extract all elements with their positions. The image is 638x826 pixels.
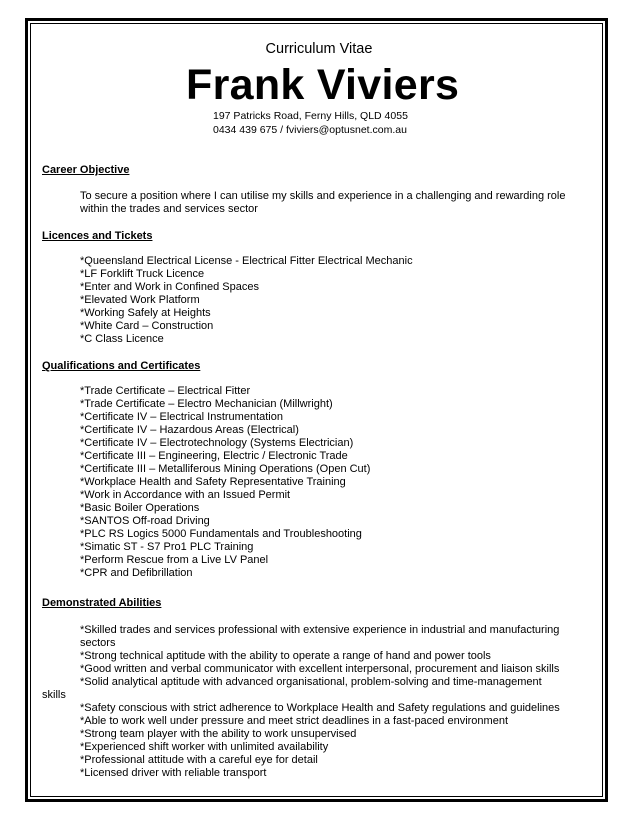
ability-item: sectors <box>80 637 116 649</box>
licence-item: *C Class Licence <box>80 333 164 345</box>
qualification-item: *Certificate IV – Electrotechnology (Systems Electrician) <box>80 437 354 449</box>
qualification-item: *PLC RS Logics 5000 Fundamentals and Troubleshooting <box>80 528 362 540</box>
qualification-item: *Certificate III – Metalliferous Mining Operations (Open Cut) <box>80 463 371 475</box>
ability-item: *Safety conscious with strict adherence to Workplace Health and Safety regulations and guidelines <box>80 702 560 714</box>
ability-item: *Strong team player with the ability to work unsupervised <box>80 728 357 740</box>
qualification-item: *Simatic ST - S7 Pro1 PLC Training <box>80 541 254 553</box>
licence-item: *Queensland Electrical License - Electrical Fitter Electrical Mechanic <box>80 255 413 267</box>
objective-line: within the trades and services sector <box>80 203 258 215</box>
licence-item: *White Card – Construction <box>80 320 214 332</box>
licence-item: *Working Safely at Heights <box>80 307 211 319</box>
licence-item: *Elevated Work Platform <box>80 294 200 306</box>
qualification-item: *CPR and Defibrillation <box>80 567 193 579</box>
ability-item: *Able to work well under pressure and meet strict deadlines in a fast-paced environment <box>80 715 509 727</box>
ability-item: *Strong technical aptitude with the ability to operate a range of hand and power tools <box>80 650 491 662</box>
licence-item: *LF Forklift Truck Licence <box>80 268 205 280</box>
qualification-item: *Basic Boiler Operations <box>80 502 200 514</box>
licence-item: *Enter and Work in Confined Spaces <box>80 281 259 293</box>
qualification-item: *Certificate IV – Electrical Instrumentation <box>80 411 283 423</box>
qualification-item: *Trade Certificate – Electro Mechanician (Millwright) <box>80 398 333 410</box>
ability-item: *Licensed driver with reliable transport <box>80 767 267 779</box>
section-heading-qualifications: Qualifications and Certificates <box>42 360 201 372</box>
ability-item: *Solid analytical aptitude with advanced organisational, problem-solving and time-management <box>80 676 542 688</box>
candidate-name: Frank Viviers <box>186 61 460 109</box>
qualification-item: *Certificate III – Engineering, Electric / Electronic Trade <box>80 450 348 462</box>
ability-item: *Skilled trades and services professional with extensive experience in industrial and manufacturing <box>80 624 560 636</box>
section-heading-abilities: Demonstrated Abilities <box>42 597 162 609</box>
qualification-item: *Perform Rescue from a Live LV Panel <box>80 554 269 566</box>
qualification-item: *Certificate IV – Hazardous Areas (Electrical) <box>80 424 299 436</box>
section-heading-career-objective: Career Objective <box>42 164 130 176</box>
section-heading-licences: Licences and Tickets <box>42 230 153 242</box>
ability-item: *Professional attitude with a careful eye for detail <box>80 754 318 766</box>
document-label: Curriculum Vitae <box>265 41 373 57</box>
ability-item: *Experienced shift worker with unlimited availability <box>80 741 329 753</box>
objective-line: To secure a position where I can utilise my skills and experience in a challenging and rewarding role <box>80 190 566 202</box>
phone-email-line: 0434 439 675 / fviviers@optusnet.com.au <box>213 124 407 136</box>
qualification-item: *Work in Accordance with an Issued Permit <box>80 489 291 501</box>
qualification-item: *Workplace Health and Safety Representative Training <box>80 476 346 488</box>
ability-item: skills <box>42 689 66 701</box>
ability-item: *Good written and verbal communicator with excellent interpersonal, procurement and liaison skills <box>80 663 560 675</box>
qualification-item: *SANTOS Off-road Driving <box>80 515 210 527</box>
address-line: 197 Patricks Road, Ferny Hills, QLD 4055 <box>213 110 408 122</box>
qualification-item: *Trade Certificate – Electrical Fitter <box>80 385 251 397</box>
